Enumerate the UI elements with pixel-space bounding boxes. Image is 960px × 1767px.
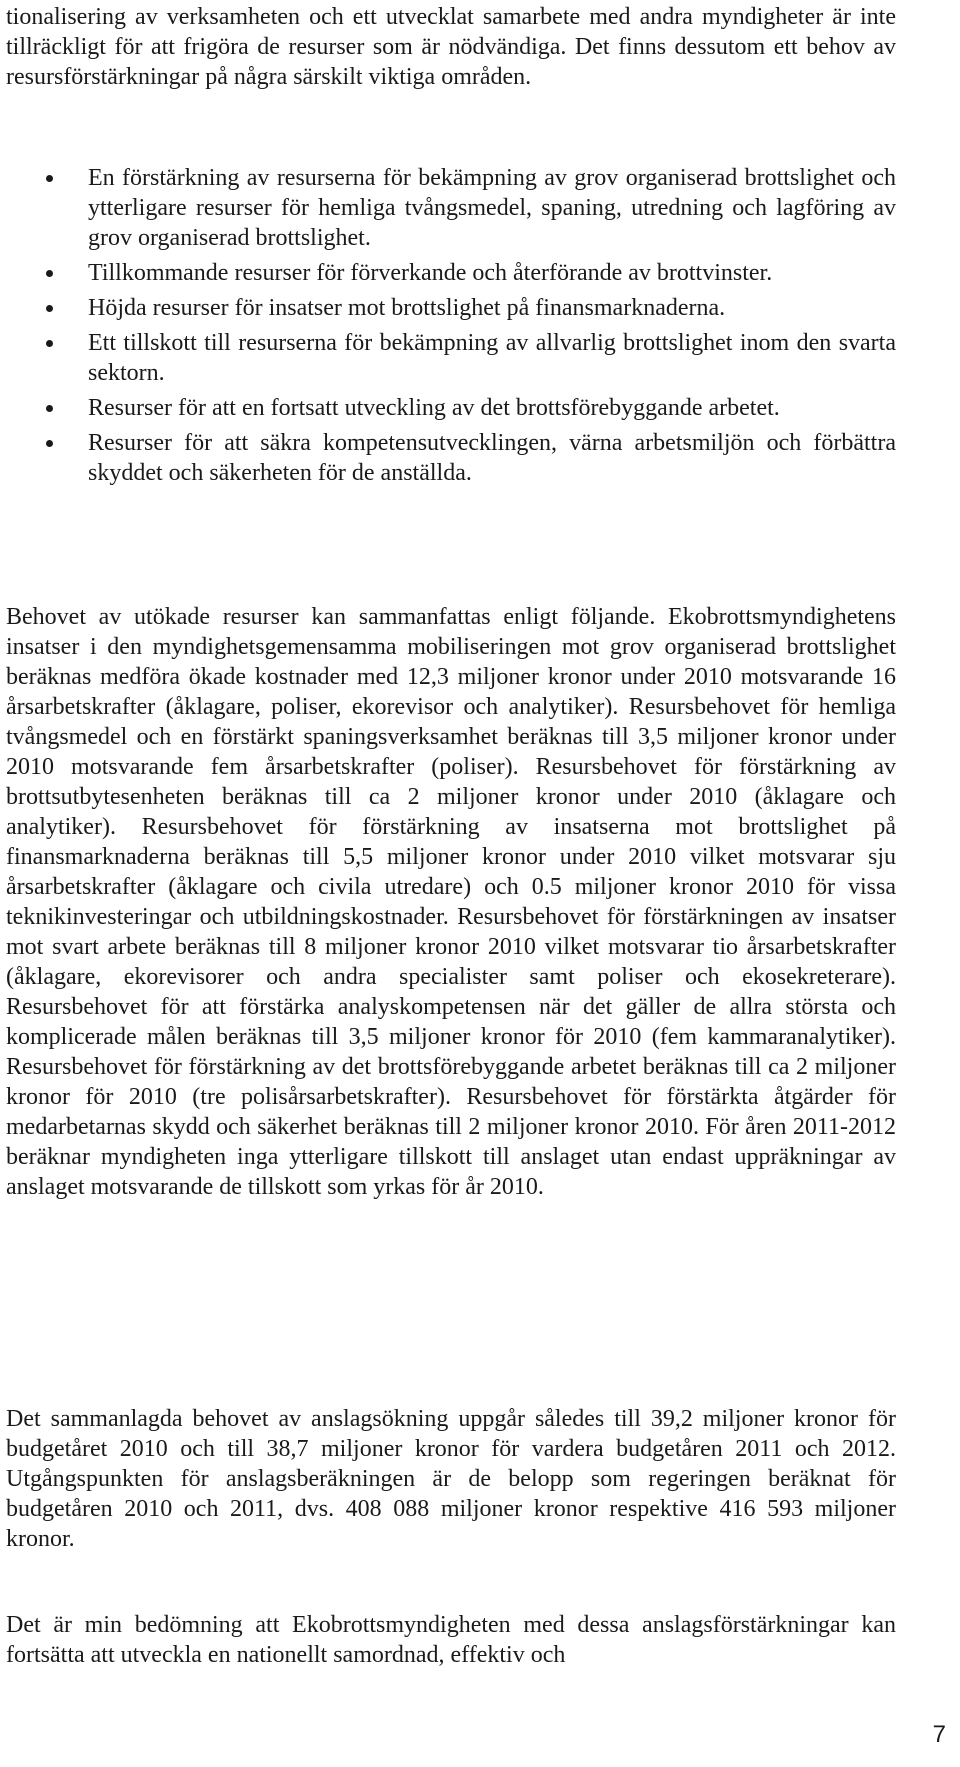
list-item-text: Höjda resurser för insatser mot brottslighet på finansmarknaderna.	[88, 295, 726, 321]
bullet-icon	[46, 270, 53, 277]
bullet-icon	[46, 305, 53, 312]
bullet-icon	[46, 405, 53, 412]
list-item-text: Ett tillskott till resurserna för bekämpning av allvarlig brottslighet inom den svarta sektorn.	[88, 330, 896, 386]
list-item-text: Tillkommande resurser för förverkande och återförande av brottvinster.	[88, 260, 773, 286]
list-item-text: Resurser för att säkra kompetensutvecklingen, värna arbetsmiljön och förbättra skyddet och säkerheten för de anställda.	[88, 430, 896, 486]
page-number: 7	[932, 1721, 946, 1748]
list-item	[44, 428, 896, 488]
list-item	[44, 293, 896, 323]
bullet-list	[44, 163, 896, 493]
resource-summary-paragraph: Behovet av utökade resurser kan sammanfattas enligt följande. Ekobrottsmyndighetens insatser i den myndighetsgemensamma mobiliseringen mot grov organiserad brottslighet beräknas medföra ökade kostnader med 12,3 miljoner kronor under 2010 motsvarande 16 årsarbetskrafter (åklagare, poliser, ekorevisor och analytiker). Resursbehovet för hemliga tvångsmedel och en förstärkt spaningsverksamhet beräknas till 3,5 miljoner kronor under 2010 motsvarande fem årsarbetskrafter (poliser). Resursbehovet för förstärkning av brottsutbytesenheten beräknas till ca 2 miljoner kronor under 2010 (åklagare och analytiker). Resursbehovet för förstärkning av insatserna mot brottslighet på finansmarknaderna beräknas till 5,5 miljoner kronor under 2010 vilket motsvarar sju årsarbetskrafter (åklagare och civila utredare) och 0.5 miljoner kronor 2010 för vissa teknikinvesteringar och utbildningskostnader. Resursbehovet för förstärkningen av insatser mot svart arbete beräknas till 8 miljoner kronor 2010 vilket motsvarar tio årsarbetskrafter (åklagare, ekorevisorer och andra specialister samt poliser och ekosekreterare). Resursbehovet för att förstärka analyskompetensen när det gäller de allra största och komplicerade målen beräknas till 3,5 miljoner kronor för 2010 (fem kammaranalytiker). Resursbehovet för förstärkning av det brottsförebyggande arbetet beräknas till ca 2 miljoner kronor för 2010 (tre polisårsarbetskrafter). Resursbehovet för förstärkta åtgärder för medarbetarnas skydd och säkerhet beräknas till 2 miljoner kronor 2010. För åren 2011-2012 beräknar myndigheten inga ytterligare tillskott till anslaget utan endast uppräkningar av anslaget motsvarande de tillskott som yrkas för år 2010.	[6, 604, 896, 1200]
list-item	[44, 328, 896, 388]
list-item-text: En förstärkning av resurserna för bekämpning av grov organiserad brottslighet och ytterligare resurser för hemliga tvångsmedel, spaning, utredning och lagföring av grov organiserad brottslighet.	[88, 165, 896, 251]
bullet-icon	[46, 175, 53, 182]
budget-total-paragraph: Det sammanlagda behovet av anslagsökning uppgår således till 39,2 miljoner kronor för budgetåret 2010 och till 38,7 miljoner kronor för vardera budgetåren 2011 och 2012. Utgångspunkten för anslagsberäkningen är de belopp som regeringen beräknat för budgetåren 2010 och 2011, dvs. 408 088 miljoner kronor respektive 416 593 miljoner kronor.	[6, 1406, 896, 1552]
assessment-paragraph: Det är min bedömning att Ekobrottsmyndigheten med dessa anslagsförstärkningar kan fortsätta att utveckla en nationellt samordnad, effektiv och	[6, 1612, 896, 1668]
list-item	[44, 163, 896, 253]
list-item	[44, 258, 896, 288]
intro-paragraph: tionalisering av verksamheten och ett utvecklat samarbete med andra myndigheter är inte tillräckligt för att frigöra de resurser som är nödvändiga. Det finns dessutom ett behov av resursförstärkningar på några särskilt viktiga områden.	[6, 4, 896, 90]
bullet-icon	[46, 340, 53, 347]
bullet-icon	[46, 440, 53, 447]
list-item-text: Resurser för att en fortsatt utveckling av det brottsförebyggande arbetet.	[88, 395, 780, 421]
list-item	[44, 393, 896, 423]
